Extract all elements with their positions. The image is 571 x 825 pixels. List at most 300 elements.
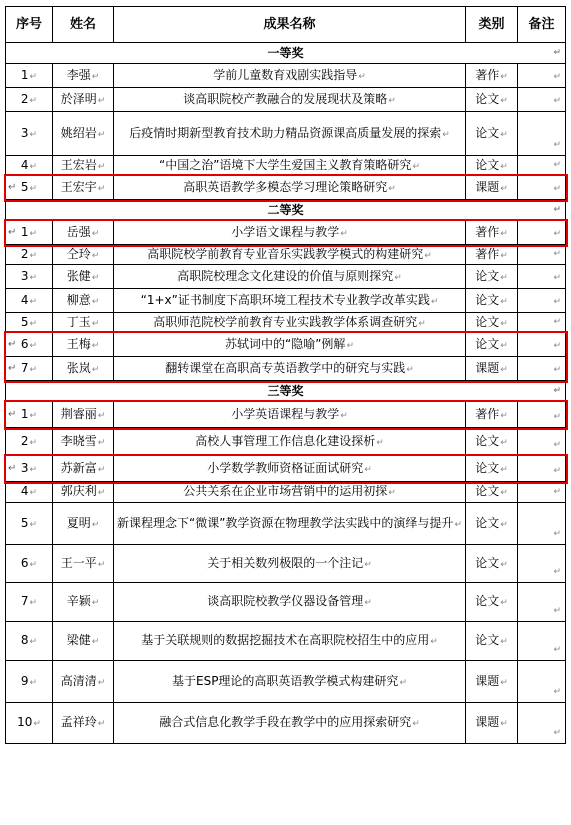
paragraph-mark-icon: ↵ <box>553 184 561 194</box>
work-title: 新课程理念下“微课”教学资源在物理教学法实践中的演绎与提升 <box>117 515 454 530</box>
paragraph-mark-icon: ↵ <box>97 95 106 106</box>
return-arrow-icon: ↵ <box>8 226 17 238</box>
row-number-cell <box>6 545 53 583</box>
paragraph-mark-icon: ↵ <box>553 567 561 577</box>
paragraph-mark-icon: ↵ <box>553 249 561 259</box>
work-title-cell <box>114 112 466 156</box>
row-number-cell <box>6 112 53 156</box>
author-name-cell <box>53 333 114 357</box>
table-header-row <box>6 7 566 43</box>
work-title-cell <box>114 583 466 622</box>
row-number-cell <box>6 88 53 112</box>
paragraph-mark-icon: ↵ <box>29 364 38 375</box>
paragraph-mark-icon: ↵ <box>91 598 100 608</box>
row-number-cell <box>6 622 53 661</box>
table-row <box>6 333 566 357</box>
table-row <box>6 156 566 176</box>
row-number: 10 <box>17 715 33 729</box>
row-number: 3 <box>20 268 29 283</box>
paragraph-mark-icon: ↵ <box>29 250 38 261</box>
table-row <box>6 112 566 156</box>
work-title-cell <box>114 456 466 482</box>
paragraph-mark-icon: ↵ <box>29 129 38 140</box>
work-title-cell <box>114 545 466 583</box>
author-name-cell <box>53 357 114 381</box>
work-title: 后疫情时期新型教育技术助力精品资源课高质量发展的探索 <box>129 125 442 140</box>
paragraph-mark-icon: ↵ <box>553 440 561 450</box>
work-title-cell <box>114 482 466 503</box>
row-number: 9 <box>20 673 29 688</box>
work-type: 论文 <box>475 594 500 608</box>
header-title: 成果名称 <box>114 7 466 43</box>
author-name: 辛颖 <box>66 594 91 608</box>
paragraph-mark-icon: ↵ <box>424 250 432 261</box>
row-number-cell <box>6 221 53 245</box>
work-title-cell <box>114 245 466 265</box>
table-row <box>6 703 566 744</box>
author-name-cell <box>53 583 114 622</box>
paragraph-mark-icon: ↵ <box>29 340 38 351</box>
paragraph-mark-icon: ↵ <box>500 437 508 448</box>
work-title: 小学语文课程与教学 <box>231 224 340 239</box>
row-number-cell <box>6 265 53 289</box>
paragraph-mark-icon: ↵ <box>412 719 420 729</box>
work-title: 谈高职院校产教融合的发展现状及策略 <box>183 91 388 106</box>
paragraph-mark-icon: ↵ <box>399 677 407 688</box>
paragraph-mark-icon: ↵ <box>91 318 100 329</box>
paragraph-mark-icon: ↵ <box>97 488 106 498</box>
work-type-cell <box>466 583 518 622</box>
row-number: 5 <box>20 515 29 530</box>
row-number: 2 <box>20 246 29 261</box>
paragraph-mark-icon: ↵ <box>553 96 561 106</box>
note-cell <box>518 622 566 661</box>
work-title: 谈高职院校教学仪器设备管理 <box>207 594 364 608</box>
table-row <box>6 583 566 622</box>
row-number: 6 <box>20 555 29 570</box>
work-type: 论文 <box>475 633 500 647</box>
paragraph-mark-icon: ↵ <box>358 71 366 82</box>
paragraph-mark-icon: ↵ <box>346 340 354 351</box>
table-row <box>6 661 566 703</box>
work-title: 公共关系在企业市场营销中的运用初探 <box>183 484 388 498</box>
paragraph-mark-icon: ↵ <box>91 519 100 530</box>
author-name: 王宏岩 <box>60 157 97 172</box>
work-type: 著作 <box>475 246 500 261</box>
paragraph-mark-icon: ↵ <box>91 228 100 239</box>
row-number: 2 <box>20 433 29 448</box>
work-title: 高职师范院校学前教育专业实践教学体系调查研究 <box>153 314 418 329</box>
work-title: 翻转课堂在高职高专英语教学中的研究与实践 <box>165 360 406 375</box>
return-arrow-icon: ↵ <box>8 462 17 474</box>
paragraph-mark-icon: ↵ <box>553 229 561 239</box>
row-number: 7 <box>20 594 29 608</box>
work-type-cell <box>466 333 518 357</box>
work-title: 小学数学教师资格证面试研究 <box>207 460 364 475</box>
author-name-cell <box>53 156 114 176</box>
note-cell <box>518 176 566 200</box>
work-type-cell <box>466 176 518 200</box>
author-name: 张岚 <box>66 360 91 375</box>
note-cell <box>518 503 566 545</box>
work-type: 论文 <box>475 555 500 570</box>
paragraph-mark-icon: ↵ <box>29 318 38 329</box>
paragraph-mark-icon: ↵ <box>29 272 38 283</box>
work-title: 高职院校理念文化建设的价值与原则探究 <box>177 268 394 283</box>
paragraph-mark-icon: ↵ <box>364 464 372 475</box>
author-name-cell <box>53 428 114 456</box>
paragraph-mark-icon: ↵ <box>500 161 508 172</box>
paragraph-mark-icon: ↵ <box>500 95 508 106</box>
award-section-label <box>6 381 566 402</box>
paragraph-mark-icon: ↵ <box>29 161 38 172</box>
paragraph-mark-icon: ↵ <box>553 412 561 422</box>
table-row <box>6 428 566 456</box>
paragraph-mark-icon: ↵ <box>91 71 100 82</box>
work-type-cell <box>466 112 518 156</box>
paragraph-mark-icon: ↵ <box>500 559 508 570</box>
row-number: 3 <box>20 460 29 475</box>
paragraph-mark-icon: ↵ <box>500 637 508 647</box>
paragraph-mark-icon: ↵ <box>553 72 561 82</box>
author-name-cell <box>53 221 114 245</box>
paragraph-mark-icon: ↵ <box>500 296 508 307</box>
work-title: “中国之治”语境下大学生爱国主义教育策略研究 <box>159 157 412 172</box>
note-cell <box>518 221 566 245</box>
award-section-label <box>6 43 566 64</box>
work-type-cell <box>466 428 518 456</box>
row-number-cell <box>6 313 53 333</box>
paragraph-mark-icon: ↵ <box>91 637 100 647</box>
header-note: 备注 <box>518 7 566 43</box>
paragraph-mark-icon: ↵ <box>91 272 100 283</box>
paragraph-mark-icon: ↵ <box>364 559 372 570</box>
paragraph-mark-icon: ↵ <box>91 296 100 307</box>
note-cell <box>518 333 566 357</box>
work-title: 基于关联规则的数据挖掘技术在高职院校招生中的应用 <box>141 633 430 647</box>
note-cell <box>518 265 566 289</box>
work-title: 高校人事管理工作信息化建设探析 <box>195 433 376 448</box>
row-number: 5 <box>20 179 29 194</box>
author-name-cell <box>53 289 114 313</box>
author-name-cell <box>53 245 114 265</box>
paragraph-mark-icon: ↵ <box>500 598 508 608</box>
work-title-cell <box>114 503 466 545</box>
paragraph-mark-icon: ↵ <box>553 466 561 476</box>
paragraph-mark-icon: ↵ <box>553 728 561 738</box>
row-number: 3 <box>20 125 29 140</box>
note-cell <box>518 357 566 381</box>
section-note-mark: ↵ <box>553 386 561 396</box>
work-title-cell <box>114 176 466 200</box>
row-number-cell <box>6 428 53 456</box>
paragraph-mark-icon: ↵ <box>442 129 450 140</box>
paragraph-mark-icon: ↵ <box>500 519 508 530</box>
work-type-cell <box>466 456 518 482</box>
author-name-cell <box>53 176 114 200</box>
work-title-cell <box>114 622 466 661</box>
paragraph-mark-icon: ↵ <box>500 228 508 239</box>
note-cell <box>518 428 566 456</box>
paragraph-mark-icon: ↵ <box>340 228 348 239</box>
paragraph-mark-icon: ↵ <box>406 364 414 375</box>
table-row <box>6 545 566 583</box>
work-type: 课题 <box>475 360 500 375</box>
work-type: 著作 <box>475 67 500 82</box>
paragraph-mark-icon: ↵ <box>29 464 38 475</box>
author-name-cell <box>53 456 114 482</box>
paragraph-mark-icon: ↵ <box>97 719 106 729</box>
note-cell <box>518 703 566 744</box>
paragraph-mark-icon: ↵ <box>29 637 38 647</box>
work-title-cell <box>114 703 466 744</box>
paragraph-mark-icon: ↵ <box>553 317 561 327</box>
paragraph-mark-icon: ↵ <box>454 519 462 530</box>
work-title-cell <box>114 333 466 357</box>
paragraph-mark-icon: ↵ <box>33 719 41 729</box>
paragraph-mark-icon: ↵ <box>500 250 508 261</box>
paragraph-mark-icon: ↵ <box>394 272 402 283</box>
table-row <box>6 402 566 428</box>
work-type: 著作 <box>475 224 500 239</box>
table-row <box>6 176 566 200</box>
author-name-cell <box>53 503 114 545</box>
paragraph-mark-icon: ↵ <box>388 95 396 106</box>
table-row <box>6 482 566 503</box>
paragraph-mark-icon: ↵ <box>388 488 396 498</box>
paragraph-mark-icon: ↵ <box>97 559 106 570</box>
header-no: 序号 <box>6 7 53 43</box>
paragraph-mark-icon: ↵ <box>553 341 561 351</box>
author-name: 李强 <box>66 67 91 82</box>
row-number-cell <box>6 482 53 503</box>
paragraph-mark-icon: ↵ <box>97 677 106 688</box>
table-row <box>6 265 566 289</box>
author-name-cell <box>53 622 114 661</box>
row-number-cell <box>6 64 53 88</box>
author-name: 於泽明 <box>60 91 97 106</box>
row-number: 1 <box>20 406 29 421</box>
note-cell <box>518 402 566 428</box>
paragraph-mark-icon: ↵ <box>388 183 396 194</box>
table-row <box>6 313 566 333</box>
work-title-cell <box>114 402 466 428</box>
paragraph-mark-icon: ↵ <box>91 364 100 375</box>
paragraph-mark-icon: ↵ <box>29 598 38 608</box>
paragraph-mark-icon: ↵ <box>553 645 561 655</box>
work-type: 课题 <box>475 179 500 194</box>
author-name: 丁玉 <box>66 314 91 329</box>
section-label-text: 二等奖 <box>267 203 304 217</box>
paragraph-mark-icon: ↵ <box>97 437 106 448</box>
note-cell <box>518 545 566 583</box>
work-type: 课题 <box>475 715 500 729</box>
author-name: 张健 <box>66 268 91 283</box>
paragraph-mark-icon: ↵ <box>430 296 439 307</box>
paragraph-mark-icon: ↵ <box>500 364 508 375</box>
work-title-cell <box>114 313 466 333</box>
paragraph-mark-icon: ↵ <box>97 161 106 172</box>
row-number-cell <box>6 402 53 428</box>
work-title: “1+x”证书制度下高职环境工程技术专业教学改革实践 <box>140 292 430 307</box>
paragraph-mark-icon: ↵ <box>500 464 508 475</box>
author-name: 王梅 <box>66 336 91 351</box>
note-cell <box>518 289 566 313</box>
work-title-cell <box>114 357 466 381</box>
author-name: 岳强 <box>66 224 91 239</box>
work-title-cell <box>114 661 466 703</box>
paragraph-mark-icon: ↵ <box>500 677 508 688</box>
row-number-cell <box>6 289 53 313</box>
paragraph-mark-icon: ↵ <box>500 488 508 498</box>
row-number-cell <box>6 357 53 381</box>
section-note-mark: ↵ <box>553 205 561 215</box>
paragraph-mark-icon: ↵ <box>29 488 38 498</box>
work-type: 论文 <box>475 91 500 106</box>
note-cell <box>518 245 566 265</box>
paragraph-mark-icon: ↵ <box>553 160 561 170</box>
paragraph-mark-icon: ↵ <box>29 677 38 688</box>
work-type: 论文 <box>475 157 500 172</box>
paragraph-mark-icon: ↵ <box>553 140 561 150</box>
note-cell <box>518 482 566 503</box>
paragraph-mark-icon: ↵ <box>412 161 420 172</box>
row-number: 4 <box>20 484 29 498</box>
work-title-cell <box>114 289 466 313</box>
paragraph-mark-icon: ↵ <box>553 297 561 307</box>
row-number: 1 <box>20 67 29 82</box>
table-row <box>6 64 566 88</box>
table-body <box>6 43 566 744</box>
award-section-label <box>6 200 566 221</box>
paragraph-mark-icon: ↵ <box>500 410 508 421</box>
work-type-cell <box>466 245 518 265</box>
paragraph-mark-icon: ↵ <box>97 410 106 421</box>
work-title: 关于相关数列极限的一个注记 <box>207 555 364 570</box>
paragraph-mark-icon: ↵ <box>29 71 38 82</box>
work-type: 论文 <box>475 125 500 140</box>
award-section-row <box>6 43 566 64</box>
work-type: 课题 <box>475 673 500 688</box>
row-number-cell <box>6 245 53 265</box>
work-title-cell <box>114 88 466 112</box>
note-cell <box>518 583 566 622</box>
table-row <box>6 245 566 265</box>
table-row <box>6 622 566 661</box>
return-arrow-icon: ↵ <box>8 338 17 350</box>
author-name-cell <box>53 482 114 503</box>
work-title: 学前儿童数育戏剧实践指导 <box>213 67 358 82</box>
note-cell <box>518 313 566 333</box>
work-type: 著作 <box>475 406 500 421</box>
table-row <box>6 357 566 381</box>
note-cell <box>518 156 566 176</box>
row-number-cell <box>6 661 53 703</box>
paragraph-mark-icon: ↵ <box>97 464 106 475</box>
paragraph-mark-icon: ↵ <box>29 228 38 239</box>
author-name-cell <box>53 703 114 744</box>
author-name-cell <box>53 88 114 112</box>
author-name: 李晓雪 <box>60 433 97 448</box>
header-name: 姓名 <box>53 7 114 43</box>
work-type-cell <box>466 64 518 88</box>
award-section-row <box>6 381 566 402</box>
work-type-cell <box>466 703 518 744</box>
author-name-cell <box>53 545 114 583</box>
paragraph-mark-icon: ↵ <box>500 719 508 729</box>
author-name: 姚绍岩 <box>60 125 97 140</box>
return-arrow-icon: ↵ <box>8 408 17 420</box>
paragraph-mark-icon: ↵ <box>553 273 561 283</box>
author-name-cell <box>53 402 114 428</box>
work-title-cell <box>114 156 466 176</box>
note-cell <box>518 112 566 156</box>
paragraph-mark-icon: ↵ <box>91 340 100 351</box>
row-number-cell <box>6 583 53 622</box>
paragraph-mark-icon: ↵ <box>500 71 508 82</box>
table-row <box>6 221 566 245</box>
author-name: 梁健 <box>66 633 91 647</box>
paragraph-mark-icon: ↵ <box>553 606 561 616</box>
awards-table <box>5 6 566 744</box>
section-label-text: 一等奖 <box>267 46 304 60</box>
work-type: 论文 <box>475 336 500 351</box>
paragraph-mark-icon: ↵ <box>29 410 38 421</box>
work-type: 论文 <box>475 484 500 498</box>
row-number-cell <box>6 176 53 200</box>
work-title: 高职英语教学多模态学习理论策略研究 <box>183 179 388 194</box>
work-type: 论文 <box>475 314 500 329</box>
row-number-cell <box>6 503 53 545</box>
paragraph-mark-icon: ↵ <box>500 129 508 140</box>
row-number: 8 <box>20 633 29 647</box>
paragraph-mark-icon: ↵ <box>553 365 561 375</box>
work-type-cell <box>466 313 518 333</box>
row-number-cell <box>6 333 53 357</box>
work-type-cell <box>466 265 518 289</box>
paragraph-mark-icon: ↵ <box>29 183 38 194</box>
paragraph-mark-icon: ↵ <box>29 559 38 570</box>
work-title: 高职院校学前教育专业音乐实践教学模式的构建研究 <box>147 246 424 261</box>
work-type-cell <box>466 402 518 428</box>
row-number: 4 <box>20 157 29 172</box>
award-section-row <box>6 200 566 221</box>
author-name: 高清清 <box>60 673 97 688</box>
row-number: 6 <box>20 336 29 351</box>
paragraph-mark-icon: ↵ <box>430 637 438 647</box>
row-number: 2 <box>20 91 29 106</box>
paragraph-mark-icon: ↵ <box>364 598 372 608</box>
paragraph-mark-icon: ↵ <box>91 250 100 261</box>
author-name: 王一平 <box>60 555 97 570</box>
author-name-cell <box>53 265 114 289</box>
paragraph-mark-icon: ↵ <box>97 183 106 194</box>
paragraph-mark-icon: ↵ <box>500 340 508 351</box>
author-name: 王宏宇 <box>60 179 97 194</box>
work-type-cell <box>466 357 518 381</box>
paragraph-mark-icon: ↵ <box>29 95 38 106</box>
note-cell <box>518 456 566 482</box>
work-type-cell <box>466 289 518 313</box>
work-type: 论文 <box>475 292 500 307</box>
paragraph-mark-icon: ↵ <box>553 487 561 497</box>
return-arrow-icon: ↵ <box>8 362 17 374</box>
table-row <box>6 503 566 545</box>
work-type-cell <box>466 156 518 176</box>
note-cell <box>518 661 566 703</box>
note-cell <box>518 64 566 88</box>
row-number-cell <box>6 456 53 482</box>
